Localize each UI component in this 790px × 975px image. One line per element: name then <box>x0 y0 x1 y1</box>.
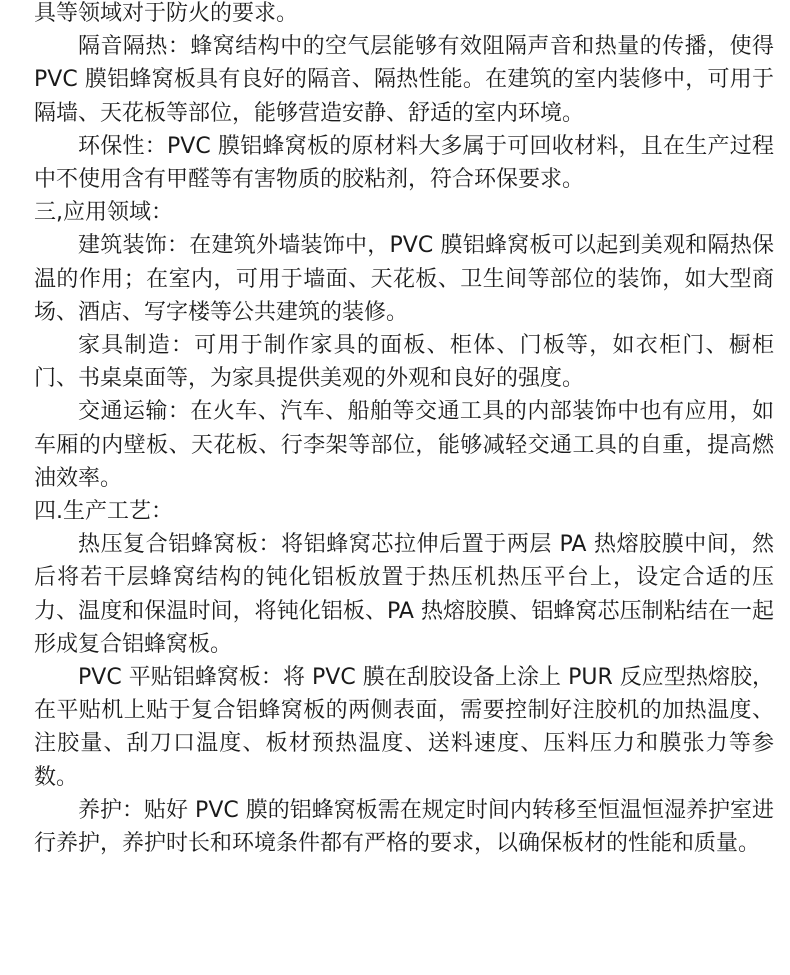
paragraph-transportation: 交通运输：在火车、汽车、船舶等交通工具的内部装饰中也有应用，如车厢的内壁板、天花板、行李架等部位，能够减轻交通工具的自重，提高燃油效率。 <box>34 399 774 491</box>
paragraph-sound-heat-insulation: 隔音隔热：蜂窝结构中的空气层能够有效阻隔声音和热量的传播，使得 PVC 膜铝蜂窝板具有良好的隔音、隔热性能。在建筑的室内装修中，可用于隔墙、天花板等部位，能够营造安静、舒适的室内环境。 <box>34 34 774 126</box>
section-heading-production: 四.生产工艺： <box>34 499 173 525</box>
paragraph-curing: 养护：贴好 PVC 膜的铝蜂窝板需在规定时间内转移至恒温恒湿养护室进行养护，养护时长和环境条件都有严格的要求，以确保板材的性能和质量。 <box>34 797 774 857</box>
document-body <box>34 0 774 860</box>
paragraph-pvc-lamination: PVC 平贴铝蜂窝板：将 PVC 膜在刮胶设备上涂上 PUR 反应型热熔胶，在平贴机上贴于复合铝蜂窝板的两侧表面，需要控制好注胶机的加热温度、注胶量、刮刀口温度、板材预热温度、送料速度、压料压力和膜张力等参数。 <box>34 665 774 790</box>
section-heading-applications: 三,应用领域： <box>34 200 173 226</box>
paragraph-furniture: 家具制造：可用于制作家具的面板、柜体、门板等，如衣柜门、橱柜门、书桌桌面等，为家具提供美观的外观和良好的强度。 <box>34 333 774 392</box>
paragraph-hot-press-composite: 热压复合铝蜂窝板：将铝蜂窝芯拉伸后置于两层 PA 热熔胶膜中间，然后将若干层蜂窝结构的钝化铝板放置于热压机热压平台上，设定合适的压力、温度和保温时间，将钝化铝板、PA 热熔胶膜、铝蜂窝芯压制粘结在一起形成复合铝蜂窝板。 <box>34 532 774 657</box>
paragraph-building-decoration: 建筑装饰：在建筑外墙装饰中，PVC 膜铝蜂窝板可以起到美观和隔热保温的作用；在室内，可用于墙面、天花板、卫生间等部位的装饰，如大型商场、酒店、写字楼等公共建筑的装修。 <box>34 233 774 325</box>
paragraph-environmental: 环保性：PVC 膜铝蜂窝板的原材料大多属于可回收材料，且在生产过程中不使用含有甲醛等有害物质的胶粘剂，符合环保要求。 <box>34 133 774 193</box>
paragraph-fire-resistance-end: 具等领域对于防火的要求。 <box>34 1 299 26</box>
